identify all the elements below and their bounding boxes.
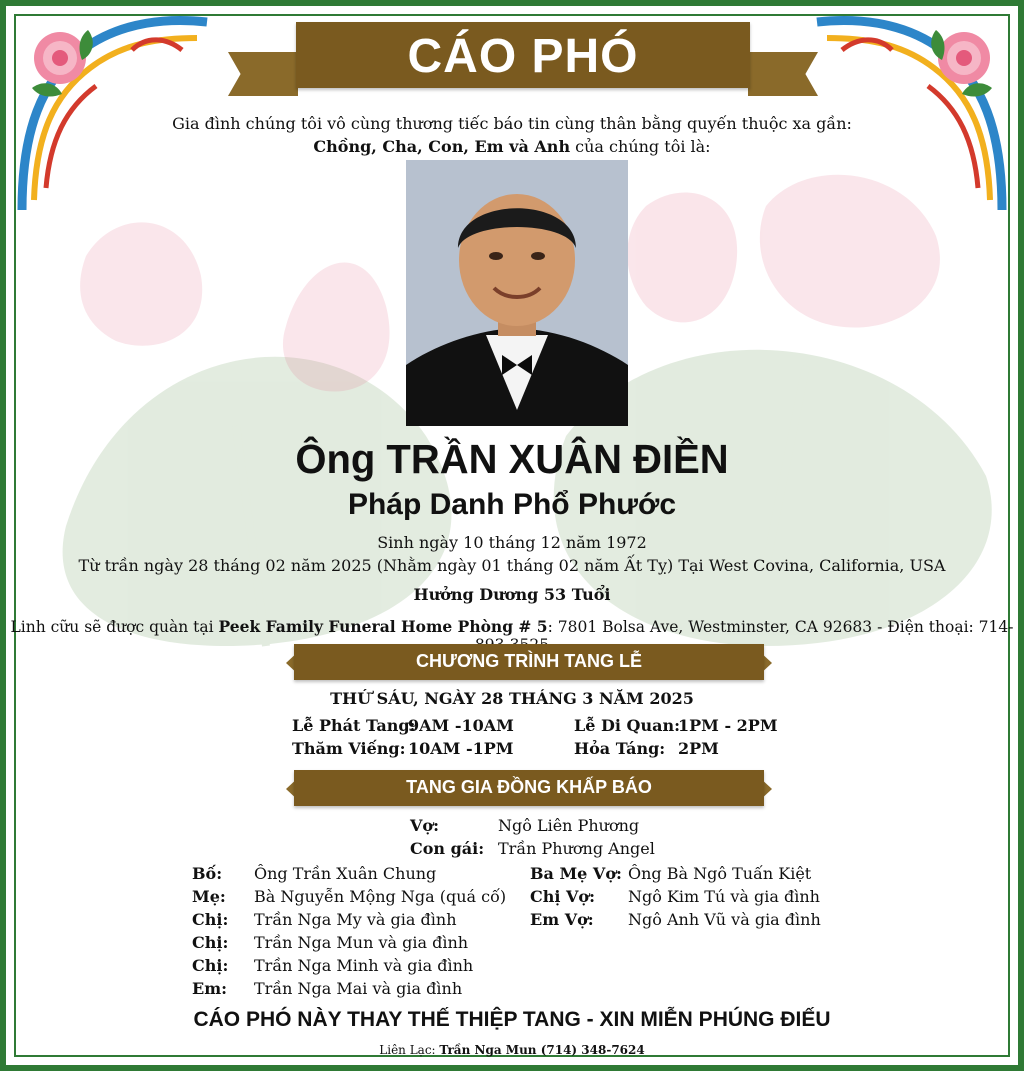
service-date: THỨ SÁU, NGÀY 28 THÁNG 3 NĂM 2025	[330, 689, 694, 708]
schedule-time: 1PM - 2PM	[678, 716, 778, 735]
family-heading: TANG GIA ĐỒNG KHẤP BÁO	[406, 777, 652, 797]
schedule-label: Thăm Viếng:	[292, 739, 406, 758]
contact-value: Trần Nga Mun (714) 348-7624	[439, 1043, 645, 1057]
funeral-home: Peek Family Funeral Home Phòng # 5	[218, 617, 548, 636]
family-row	[192, 910, 512, 932]
relation-role: Chị:	[192, 910, 229, 929]
family-row	[410, 816, 710, 838]
vigil-address: : 7801 Bolsa Ave, Westminster, CA 92683 - Điện thoại: 714-	[547, 618, 1014, 636]
relation-name: Trần Phương Angel	[498, 839, 655, 858]
schedule-time: 9AM -10AM	[408, 716, 514, 735]
relation-role: Chị:	[192, 933, 229, 952]
relation-role: Em:	[192, 979, 228, 998]
relation-name: Ông Bà Ngô Tuấn Kiệt	[628, 864, 812, 883]
relation-role: Con gái:	[410, 839, 485, 858]
contact-label: Liên Lạc:	[379, 1043, 440, 1057]
relation-role: Mẹ:	[192, 887, 226, 906]
family-row	[192, 864, 512, 886]
schedule-item	[292, 716, 415, 735]
relation-role: Chị Vợ:	[530, 887, 596, 906]
death-date: Từ trần ngày 28 tháng 02 năm 2025 (Nhằm ngày 01 tháng 02 năm Ất Tỵ) Tại West Covina, California, USA	[78, 556, 946, 575]
relation-name: Bà Nguyễn Mộng Nga (quá cố)	[254, 887, 507, 906]
contact-line	[6, 1043, 1018, 1057]
relation-role: Vợ:	[410, 816, 439, 835]
relation-name: Trần Nga Minh và gia đình	[254, 956, 474, 975]
ribbon-fold-right	[748, 52, 818, 96]
age: Hưởng Dương 53 Tuổi	[413, 585, 611, 604]
schedule-item	[574, 739, 665, 758]
deceased-name: Ông TRẦN XUÂN ĐIỀN	[295, 437, 729, 483]
intro-relations-bold: Chồng, Cha, Con, Em và Anh	[313, 137, 571, 156]
family-row	[530, 910, 850, 932]
program-heading: CHƯƠNG TRÌNH TANG LỄ	[416, 651, 642, 671]
schedule-label: Lễ Phát Tang:	[292, 716, 416, 735]
relation-role: Chị:	[192, 956, 229, 975]
program-banner	[6, 644, 1018, 684]
family-row	[410, 839, 710, 861]
ribbon-fold-left	[228, 52, 298, 96]
intro-relations-rest: của chúng tôi là:	[570, 137, 711, 156]
family-row	[192, 887, 512, 909]
relation-name: Ngô Anh Vũ và gia đình	[628, 910, 821, 929]
family-row	[192, 956, 512, 978]
family-row	[192, 979, 512, 1001]
family-row	[530, 887, 850, 909]
family-banner	[6, 770, 1018, 810]
birth-date: Sinh ngày 10 tháng 12 năm 1972	[377, 533, 647, 552]
schedule-time: 10AM -1PM	[408, 739, 514, 758]
relation-name: Trần Nga My và gia đình	[254, 910, 457, 929]
intro-relations	[6, 137, 1018, 156]
schedule-label: Hỏa Táng:	[574, 739, 666, 758]
relation-name: Trần Nga Mai và gia đình	[254, 979, 463, 998]
relation-name: Ông Trần Xuân Chung	[254, 864, 437, 883]
relation-role: Ba Mẹ Vợ:	[530, 864, 622, 883]
family-row	[192, 933, 512, 955]
dharma-name: Pháp Danh Phổ Phước	[347, 488, 677, 521]
schedule-item	[574, 716, 680, 735]
schedule-time: 2PM	[678, 739, 719, 758]
schedule-item	[292, 739, 406, 758]
relation-name: Ngô Liên Phương	[498, 816, 640, 835]
footer-notice: CÁO PHÓ NÀY THAY THẾ THIỆP TANG - XIN MIỄN PHÚNG ĐIẾU	[193, 1008, 831, 1031]
portrait-photo	[406, 160, 628, 426]
schedule-label: Lễ Di Quan:	[574, 716, 680, 735]
vigil-prefix: Linh cữu sẽ được quàn tại	[10, 618, 219, 636]
title-banner	[6, 18, 1018, 98]
family-row	[530, 864, 850, 886]
relation-role: Bố:	[192, 864, 223, 883]
relation-role: Em Vợ:	[530, 910, 594, 929]
relation-name: Trần Nga Mun và gia đình	[254, 933, 469, 952]
relation-name: Ngô Kim Tú và gia đình	[628, 887, 820, 906]
intro-line: Gia đình chúng tôi vô cùng thương tiếc báo tin cùng thân bằng quyến thuộc xa gần:	[172, 114, 852, 133]
page-title: CÁO PHÓ	[407, 30, 639, 83]
